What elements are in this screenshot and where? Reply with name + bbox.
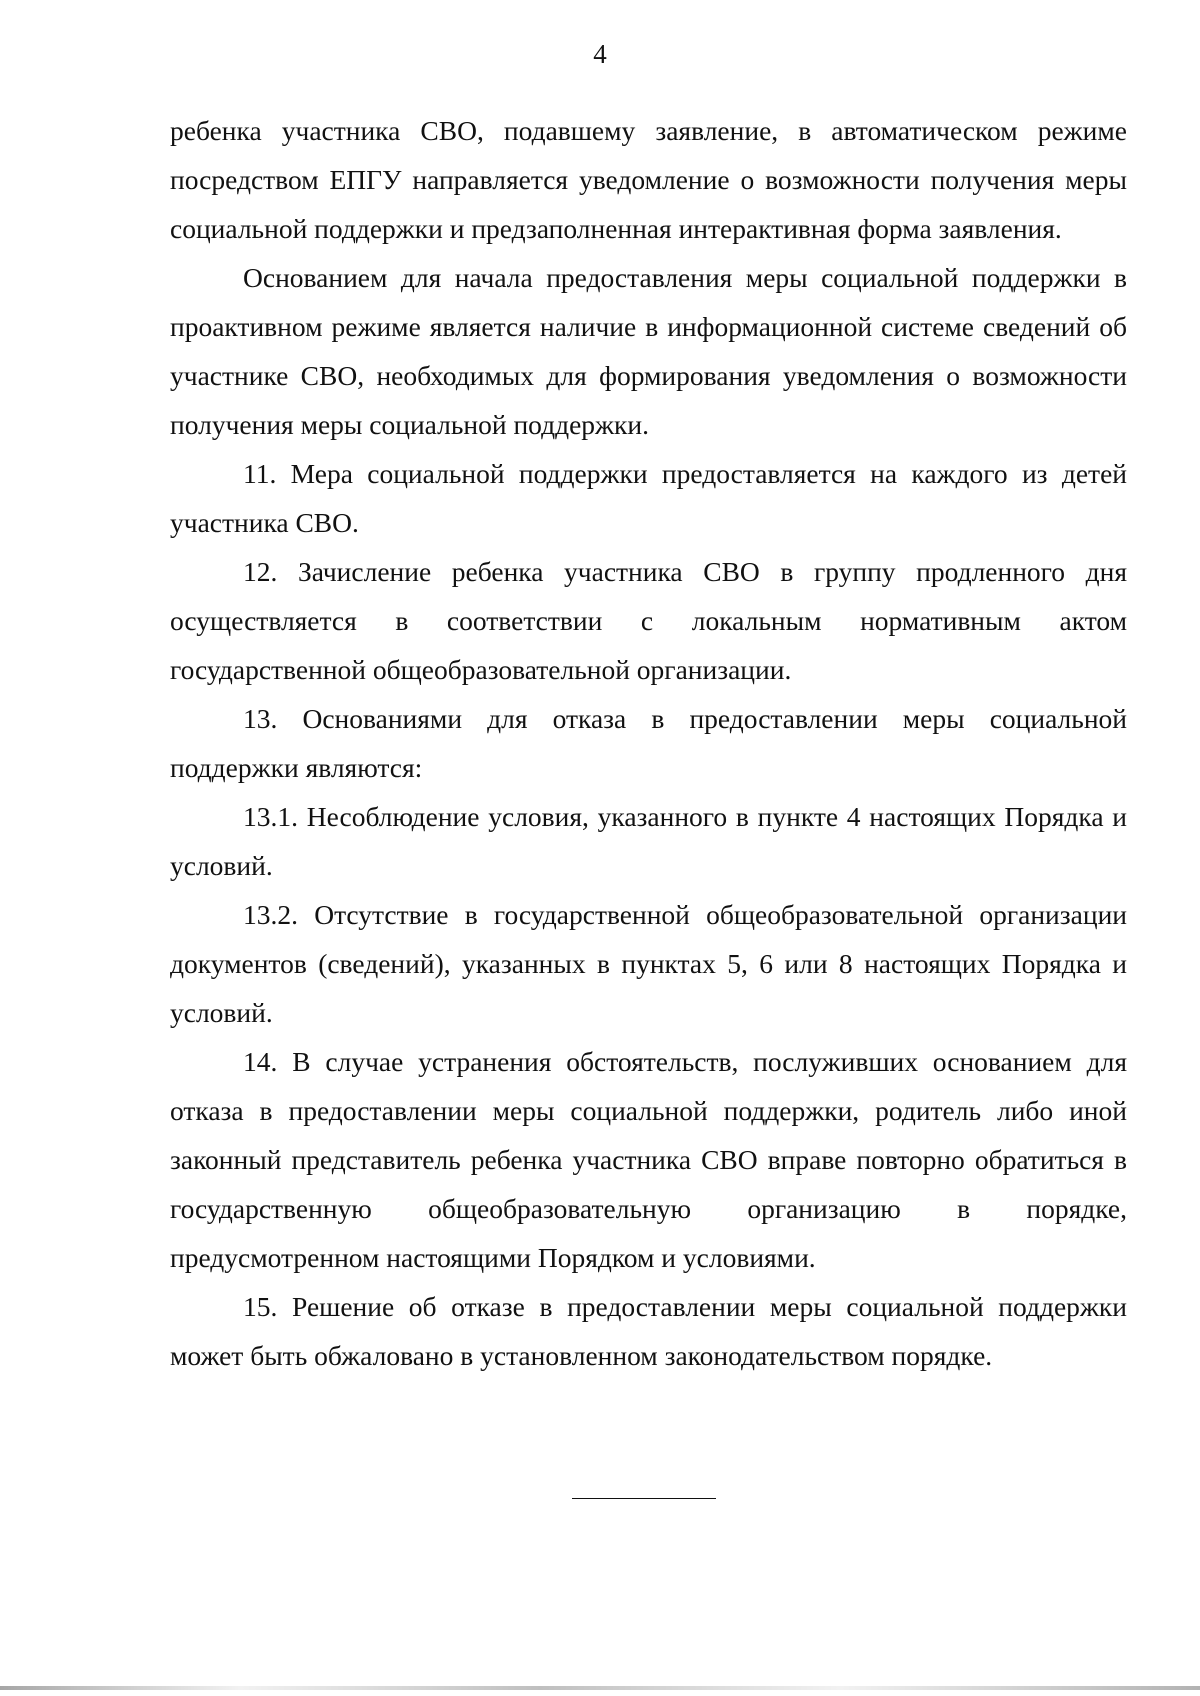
paragraph-item-14: 14. В случае устранения обстоятельств, послуживших основанием для отказа в предоставлении меры социальной поддержки, родитель либо иной законный представитель ребенка участника СВО вправе повторно обратиться в государственную общеобразовательную организацию в порядке, предусмотренном настоящими Порядком и условиями. (170, 1046, 1127, 1273)
paragraph-item-13: 13. Основаниями для отказа в предоставлении меры социальной поддержки являются: (170, 703, 1127, 783)
paragraph-item-15: 15. Решение об отказе в предоставлении меры социальной поддержки может быть обжаловано в установленном законодательством порядке. (170, 1291, 1127, 1371)
paragraph-proactive-basis: Основанием для начала предоставления меры социальной поддержки в проактивном режиме является наличие в информационной системе сведений об участнике СВО, необходимых для формирования уведомления о возможности получения меры социальной поддержки. (170, 262, 1127, 440)
paragraph-item-12: 12. Зачисление ребенка участника СВО в группу продленного дня осуществляется в соответствии с локальным нормативным актом государственной общеобразовательной организации. (170, 556, 1127, 685)
paragraph-item-11: 11. Мера социальной поддержки предоставляется на каждого из детей участника СВО. (170, 458, 1127, 538)
paragraph-item-13-1: 13.1. Несоблюдение условия, указанного в пункте 4 настоящих Порядка и условий. (170, 801, 1127, 881)
end-of-document-rule (572, 1498, 716, 1499)
scan-edge-artifact (0, 1686, 1200, 1690)
document-body (170, 106, 1127, 1380)
paragraph-item-13-2: 13.2. Отсутствие в государственной общеобразовательной организации документов (сведений), указанных в пунктах 5, 6 или 8 настоящих Порядка и условий. (170, 899, 1127, 1028)
paragraph-continuation: ребенка участника СВО, подавшему заявление, в автоматическом режиме посредством ЕПГУ направляется уведомление о возможности получения меры социальной поддержки и предзаполненная интерактивная форма заявления. (170, 115, 1127, 244)
page-number: 4 (593, 39, 607, 69)
